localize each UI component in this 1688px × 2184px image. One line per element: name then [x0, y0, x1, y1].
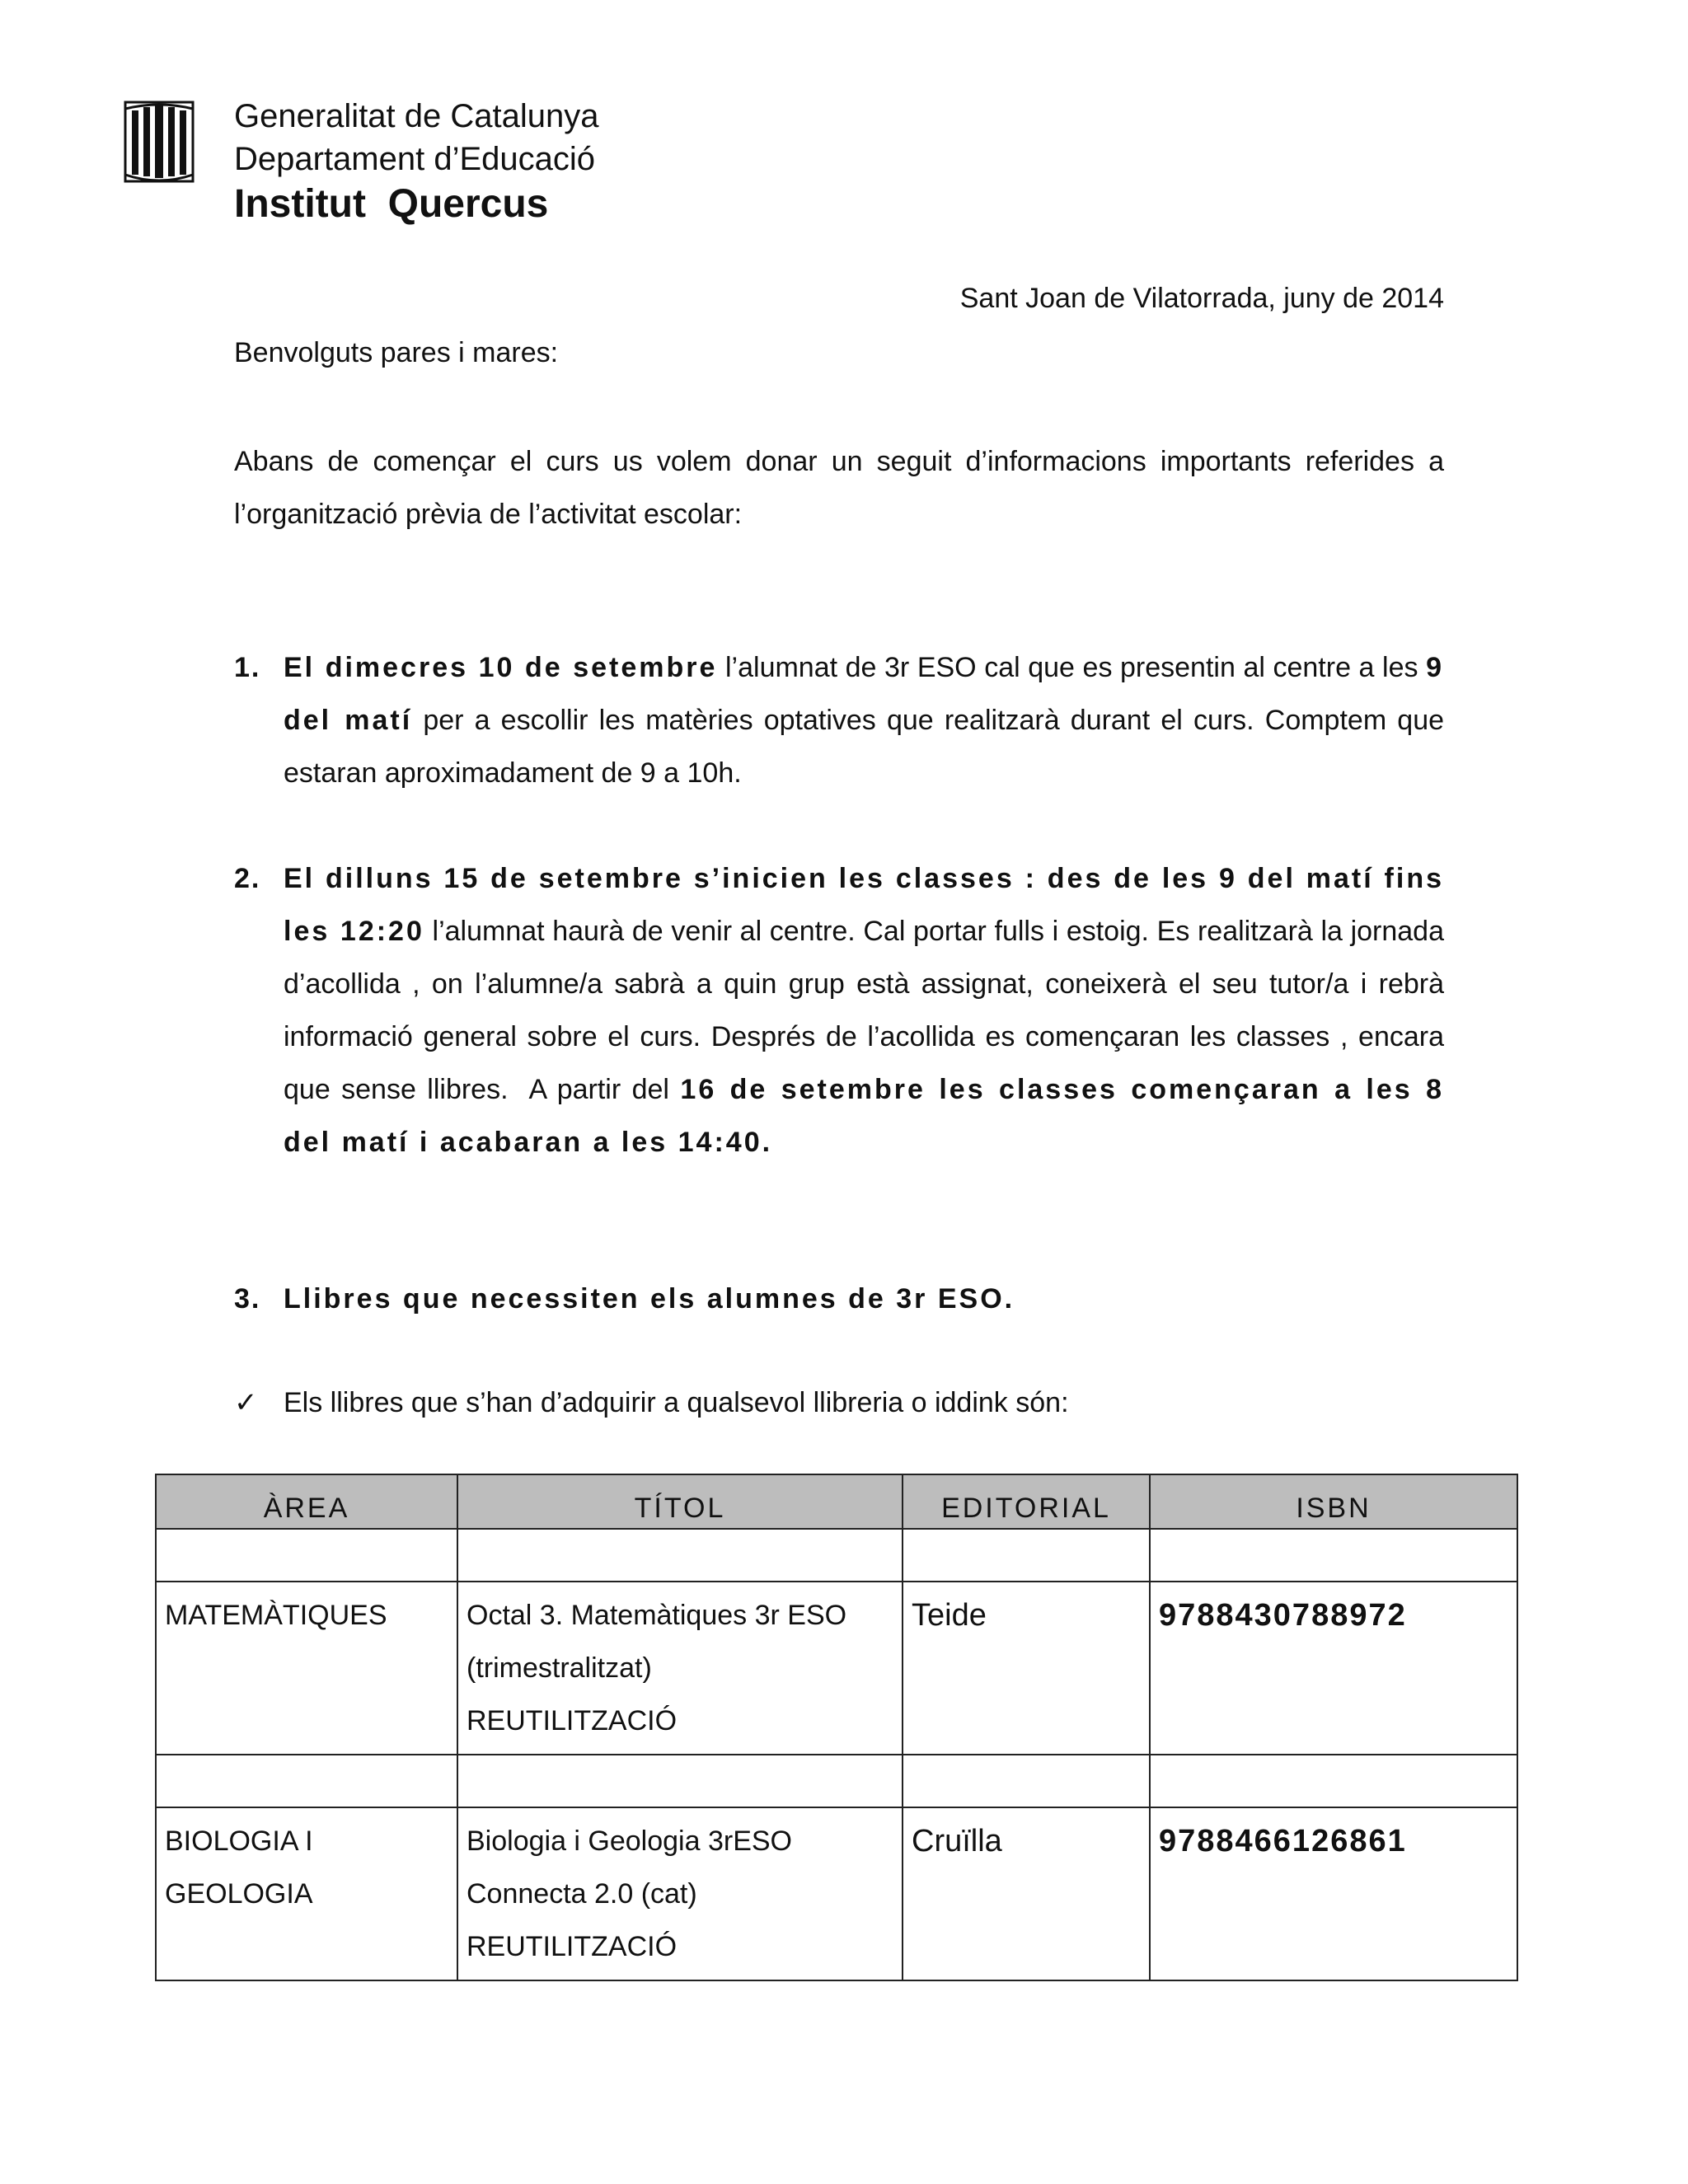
header-generalitat: Generalitat de Catalunya	[234, 98, 599, 134]
cell-area	[156, 1582, 457, 1755]
list-item-3	[234, 1272, 1444, 1325]
cell-title-line: REUTILITZACIÓ	[467, 1931, 678, 1962]
column-header-editorial: EDITORIAL	[903, 1474, 1150, 1529]
table-row-empty	[156, 1755, 1517, 1807]
table-cell	[457, 1755, 903, 1807]
column-header-isbn: ISBN	[1150, 1474, 1517, 1529]
cell-title-line: Octal 3. Matemàtiques 3r ESO	[467, 1600, 847, 1631]
cell-title	[457, 1582, 903, 1755]
cell-isbn: 9788430788972	[1150, 1582, 1517, 1755]
item-2-bold-schedule: 16 de setembre les classes començaran a les 8 del matí i acabaran a les 14:40.	[284, 1074, 1445, 1158]
cell-area	[156, 1807, 457, 1980]
cell-area-line: GEOLOGIA	[165, 1878, 313, 1910]
column-header-title: TÍTOL	[457, 1474, 903, 1529]
table-row	[156, 1582, 1517, 1755]
item-3-heading: Llibres que necessiten els alumnes de 3r ESO.	[284, 1283, 1015, 1315]
table-cell	[457, 1529, 903, 1582]
item-1-bold-date: El dimecres 10 de setembre	[284, 652, 718, 683]
cell-title-line: (trimestralitzat)	[467, 1652, 652, 1684]
item-2-text: l’alumnat haurà de venir al centre. Cal portar fulls i estoig. Es realitzarà la jornada d’acollida , on l’alumne/a sabrà a quin grup està assignat, coneixerà el seu tutor/a i rebrà informació general sobre el curs. Després de l’acollida es començaran les classes , encara que sense llibres. A partir del	[284, 916, 1452, 1105]
books-intro-line	[234, 1376, 1069, 1429]
cell-editorial: Cruïlla	[903, 1807, 1150, 1980]
column-header-area: ÀREA	[156, 1474, 457, 1529]
greeting: Benvolguts pares i mares:	[234, 337, 559, 368]
letter-date: Sant Joan de Vilatorrada, juny de 2014	[959, 283, 1444, 314]
list-item-1	[234, 641, 1445, 799]
generalitat-logo-icon	[124, 101, 195, 183]
item-2-bold-start: El dilluns 15 de setembre s’inicien les classes : des de les 9 del matí fins les 12:20	[284, 863, 1444, 947]
books-intro-text: Els llibres que s’han d’adquirir a qualsevol llibreria o iddink són:	[284, 1387, 1069, 1418]
cell-title-line: REUTILITZACIÓ	[467, 1705, 678, 1736]
list-item-2	[234, 852, 1452, 1169]
table-cell	[156, 1755, 457, 1807]
cell-title-line: Connecta 2.0 (cat)	[467, 1878, 697, 1910]
item-1-text: l’alumnat de 3r ESO cal que es presentin al centre a les	[717, 652, 1427, 683]
cell-area-line: MATEMÀTIQUES	[165, 1600, 387, 1631]
generalitat-logo	[124, 101, 195, 183]
list-item-number: 3.	[234, 1283, 261, 1315]
table-cell	[1150, 1529, 1517, 1582]
cell-editorial: Teide	[903, 1582, 1150, 1755]
books-table	[155, 1474, 1518, 1981]
header-institute: Institut Quercus	[234, 182, 549, 226]
cell-isbn: 9788466126861	[1150, 1807, 1517, 1980]
checkmark-icon: ✓	[234, 1387, 258, 1418]
table-row-empty	[156, 1529, 1517, 1582]
table-cell	[903, 1755, 1150, 1807]
table-cell	[903, 1529, 1150, 1582]
cell-title-line: Biologia i Geologia 3rESO	[467, 1825, 793, 1857]
list-item-number: 2.	[234, 863, 261, 894]
table-cell	[156, 1529, 457, 1582]
table-cell	[1150, 1755, 1517, 1807]
item-1-text-end: per a escollir les matèries optatives que realitzarà durant el curs. Comptem que estaran aproximadament de 9 a 10h.	[284, 705, 1445, 789]
table-row	[156, 1807, 1517, 1980]
cell-title	[457, 1807, 903, 1980]
table-header-row	[156, 1474, 1517, 1529]
header-department: Departament d’Educació	[234, 141, 596, 177]
item-1-bold-time: 9 del matí	[284, 652, 1444, 736]
list-item-number: 1.	[234, 652, 261, 683]
intro-paragraph: Abans de començar el curs us volem donar un seguit d’informacions importants referides a l’organització prèvia de l’activitat escolar:	[234, 446, 1444, 530]
cell-area-line: BIOLOGIA I	[165, 1825, 313, 1857]
